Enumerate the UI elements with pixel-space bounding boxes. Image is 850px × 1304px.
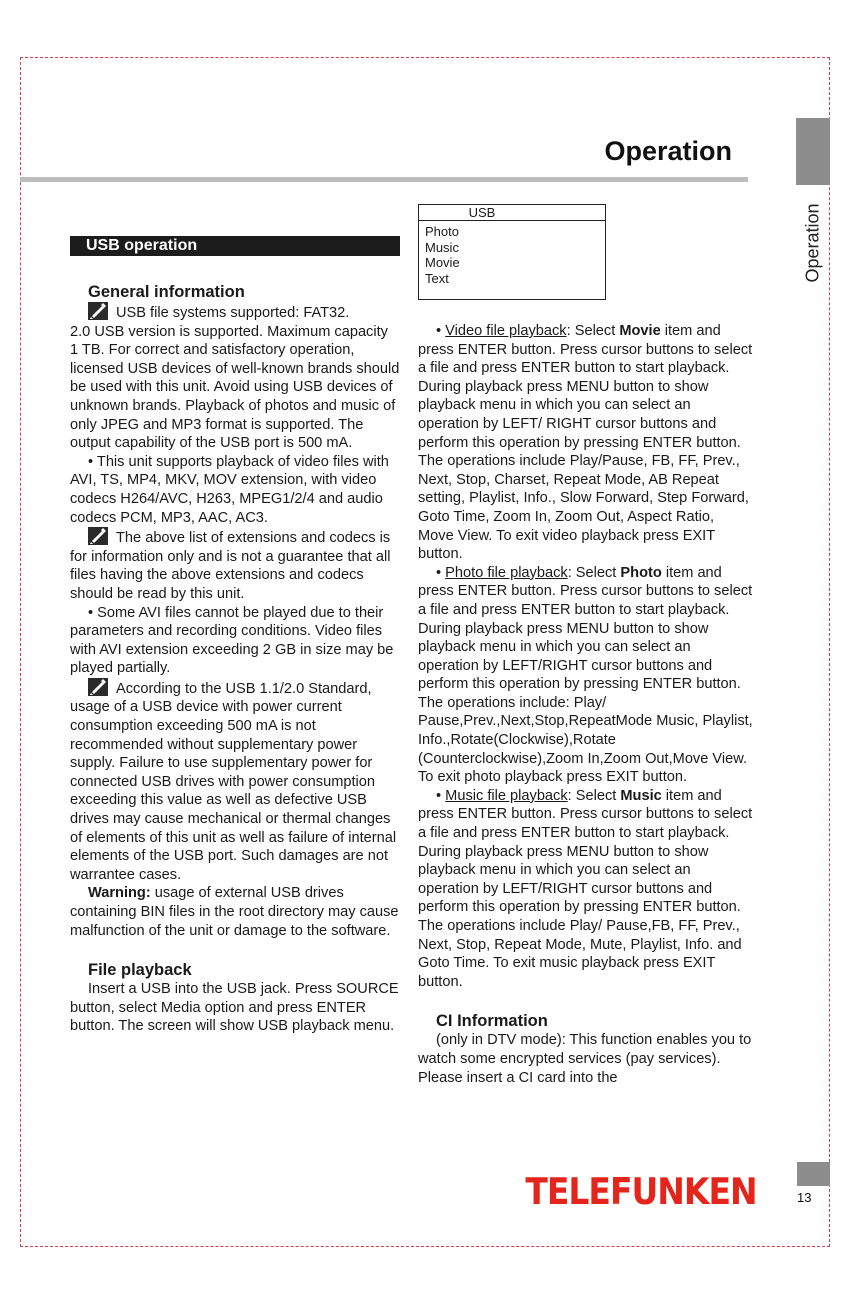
note-paragraph-1: USB file systems supported: FAT32. [70,302,400,323]
header-divider [20,177,748,182]
usb-menu-item-music: Music [425,239,459,255]
warning-paragraph: Warning: usage of external USB drives containing BIN files in the root directory may cause malfunction of the unit or damage to the software. [70,885,399,939]
music-playback-paragraph: • Music file playback: Select Music item and press ENTER button. Press cursor buttons to select a file and press ENTER button to start playback. During playback press MENU button to show playback menu in which you can select an operation by LEFT/RIGHT cursor buttons and perform this operation by pressing ENTER button. The operations include Play/ Pause,FB, FF, Prev., Next, Stop, Repeat Mode, Mute, Playlist, Info. and Goto Time. To exit music playback press EXIT button. [418,787,753,990]
usb-menu-title: USB [419,205,605,221]
bullet-video-support: • This unit supports playback of video files with AVI, TS, MP4, MKV, MOV extension, with video codecs H264/AVC, H263, MPEG1/2/4 and audio codecs PCM, MP3, AAC, AC3. [70,453,389,526]
side-tab-marker [796,118,830,185]
right-column [418,204,753,1087]
usb-menu-item-photo: Photo [425,224,459,239]
warning-label: Warning: [88,885,151,902]
ci-info-heading: CI Information [436,1012,548,1031]
note-paragraph-3: According to the USB 1.1/2.0 Standard, usage of a USB device with power current consumption exceeding 500 mA is not recommended without supplementary power supply. Failure to use supplementary power for connected USB drives with power consumption exceeding this value as well as defective USB drives may cause mechanical or thermal changes of elements of this unit as well as failure of internal elements of the USB port. Such damages are not warrantee cases. [70,678,400,885]
general-text: 2.0 USB version is supported. Maximum capacity 1 TB. For correct and satisfactory operation, licensed USB devices of well-known brands should be used with this unit. Avoid using USB devices of unknown brands. Playback of photos and music of only JPEG and MP3 format is supported. The output capability of the USB port is 500 mA. [70,323,400,452]
side-tab-label: Operation [802,203,823,283]
page-number-tab [797,1162,830,1186]
usb-menu-item-text: Text [425,270,449,286]
page-title: Operation [604,136,732,166]
music-playback-title: Music file playback [445,787,568,804]
left-column [70,236,400,1036]
file-playback-heading: File playback [88,961,192,980]
video-playback-paragraph: • Video file playback: Select Movie item and press ENTER button. Press cursor buttons to select a file and press ENTER button to start playback. During playback press MENU button to show playback menu in which you can select an operation by LEFT/ RIGHT cursor buttons and perform this operation by pressing ENTER button. The operations include Play/Pause, FB, FF, Prev., Next, Stop, Charset, Repeat Mode, AB Repeat setting, Playlist, Info., Slow Forward, Step Forward, Goto Time, Zoom In, Zoom Out, Aspect Ratio, Move View. To exit video playback press EXIT button. [418,323,753,563]
note-paragraph-2: The above list of extensions and codecs is for information only and is not a guarantee that all files having the above extensions and codecs should be read by this unit. [70,527,400,603]
bullet-avi-files: • Some AVI files cannot be played due to their parameters and recording conditions. Video files with AVI extension exceeding 2 GB in size may be played partially. [70,604,394,677]
usb-menu-item-movie: Movie [425,255,460,270]
brand-logo: TELEFUNKEN [525,1169,757,1213]
page-number: 13 [797,1190,812,1205]
usb-menu-list [425,224,605,286]
note-pencil-icon [88,527,108,545]
section-title-bar: USB operation [70,236,400,256]
note-pencil-icon [88,302,108,320]
photo-playback-title: Photo file playback [445,564,568,581]
photo-playback-paragraph: • Photo file playback: Select Photo item and press ENTER button. Press cursor buttons to select a file and press ENTER button to start playback. During playback press MENU button to show playback menu in which you can select an operation by LEFT/RIGHT cursor buttons and perform this operation by pressing ENTER button. The operations include: Play/ Pause,Prev.,Next,Stop,RepeatMode Music, Playlist, Info.,Rotate(Clockwise),Rotate (Counterclockwise),Zoom In,Zoom Out,Move View. To exit photo playback press EXIT button. [418,564,753,786]
note-pencil-icon [88,678,108,696]
general-info-heading: General information [88,283,245,301]
file-playback-text: Insert a USB into the USB jack. Press SOURCE button, select Media option and press ENTER button. The screen will show USB playback menu. [70,981,399,1035]
video-playback-title: Video file playback [445,323,567,339]
ci-info-text: (only in DTV mode): This function enables you to watch some encrypted services (pay services). Please insert a CI card into the [418,1032,752,1086]
usb-menu-box [418,204,606,300]
